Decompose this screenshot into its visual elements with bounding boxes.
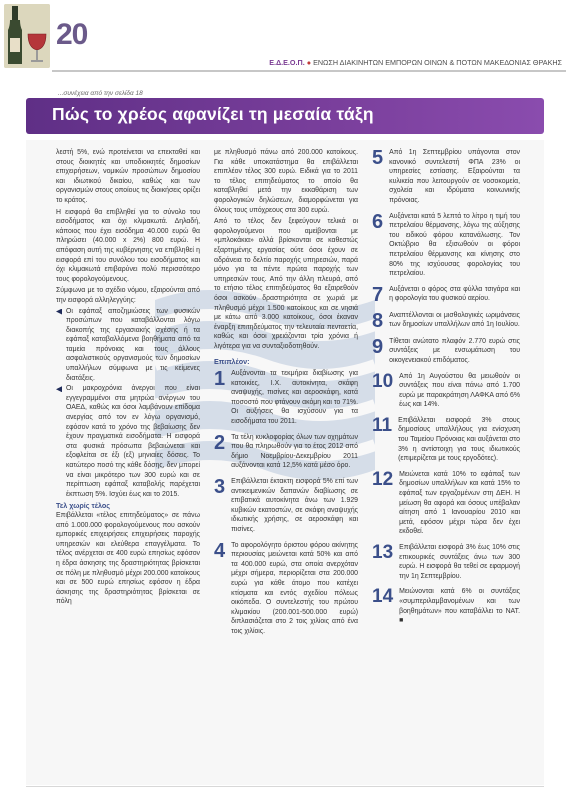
- header-dot-icon: ●: [306, 58, 312, 67]
- item-number: 9: [372, 335, 384, 358]
- col2-paragraph-2: Από το τέλος δεν ξεφεύγουν τελικά οι φορολογούμενοι που αμείβονται με «μπλοκάκια» αλλά βρίσκονται σε καθεστώς εξαρτημένης εργασίας ούτε όσοι έχουν σε αδράνεια το δελτίο παροχής υπηρεσιών, παρά μόνο για τα πέντε πρώτα παροχής των υπηρεσιών τους. Από την άλλη πλευρά, από το ετήσιο τέλος επιτηδεύματος θα εξαιρεθούν όσοι ασκούν δραστηριότητα σε χωριά με πληθυσμό μέχρι 1.500 κατοίκους και σε νησιά με κάτω από 3.000 κατοίκους, όσοι έκαναν έναρξη επιτηδεύματος την τελευταία πενταετία, καθώς και όσοι χρειάζονται τρία χρόνια ή λιγότερα για να συνταξιοδοτηθούν.: [214, 218, 358, 350]
- wine-logo: [4, 4, 50, 68]
- numbered-item: [372, 285, 520, 305]
- numbered-item: [214, 369, 358, 427]
- header-divider: [52, 70, 566, 72]
- continued-note: ...συνέχεια από την σελίδα 18: [58, 90, 143, 97]
- item-text: Αναπτέλλονται οι μισθολογικές ωριμάνσεις των δημοσίων υπαλλήλων από 1η Ιουλίου.: [389, 311, 520, 329]
- numbered-item: [372, 311, 520, 331]
- column-3: [372, 148, 520, 632]
- bullet-arrow-icon: [56, 309, 62, 315]
- title-banner: [26, 98, 544, 134]
- col2-numbered-list: [214, 369, 358, 636]
- bullet-arrow-icon: [56, 386, 62, 392]
- numbered-item: [372, 587, 520, 625]
- numbered-item: [214, 477, 358, 535]
- col1-paragraph-4: Επιβάλλεται «τέλος επιτηδεύματος» σε πάνω από 1.000.000 φορολογούμενους που ασκούν εμπορικές επιχειρήσεις επιχειρήσεις παροχής υπηρεσιών και ελεύθερα επαγγέλματα. Το τέλος ανέρχεται σε 400 ευρώ επησίως εφόσον η έδρα άσκησης της δραστηριότητας βρίσκεται σε πόλη με πληθυσμό μέχρι 200.000 κατοίκους και σε 500 ευρώ επησίως εφόσον η έδρα άσκησης της δραστηριότητας βρίσκεται σε πόλη: [56, 511, 200, 606]
- footer-divider: [26, 786, 544, 787]
- wine-bottle-icon: [4, 4, 50, 68]
- col1-paragraph-3: Σύμφωνα με το σχέδιο νόμου, εξαιρούνται από την εισφορά αλληλεγγύης:: [56, 287, 200, 304]
- bullet-text: Οι εφάπαξ αποζημιώσεις των φυσικών προσώπων που καταβάλλονται λόγω διακοπής της εργασιακής σχέσης ή τα εφάπαξ καταβαλλόμενα βοηθήματα από τα ταμεία πρόνοιας και τους άλλους ασφαλιστικούς οργανισμούς των δημοσίων υπαλλήλων σύμφωνα με τις κείμενες διατάξεις.: [66, 307, 200, 382]
- item-number: 6: [372, 210, 384, 233]
- col1-paragraph-1: λεστή 5%, ενώ προτείνεται να επεκταθεί και στους διοικητές και υποδιοικητές δημοσίων επιχειρήσεων, νομικών προσώπων δημοσίου και ιδιωτικού δικαίου, καθώς και των οργανισμών στους οποίους τις διοικήσεις ορίζει το κράτος.: [56, 149, 200, 204]
- item-text: Αυξάνεται ο φόρος στα φύλλα τσιγάρα και η φορολογία του φυσικού αερίου.: [389, 285, 520, 303]
- item-number: 8: [372, 309, 384, 332]
- numbered-item: [372, 148, 520, 206]
- numbered-item: [372, 372, 520, 410]
- column-2: [214, 148, 358, 643]
- item-number: 13: [372, 542, 394, 563]
- item-number: 10: [372, 370, 394, 392]
- col1-subheading: Τελ χωρίς τέλος: [56, 501, 110, 511]
- item-text: Τα τέλη κυκλοφορίας όλων των οχημάτων που θα πληρωθούν για το έτος 2012 από δήμιο Νοεμβρίου-Δεκεμβρίου 2011 αυξάνονται κατά 12,5% κατά μέσο όρο.: [231, 433, 358, 470]
- item-number: 2: [214, 431, 226, 454]
- numbered-item: [372, 470, 520, 537]
- header-brand: Ε.Δ.Ε.Ο.Π.: [269, 58, 305, 67]
- item-text: Αυξάνεται κατά 5 λεπτά το λίτρο η τιμή του πετρελαίου θέρμανσης, λόγω της αύξησης του ειδικού φόρου κατανάλωσης. Τον Οκτώβριο θα εξισωθούν οι φόροι πετρελαίου θέρμανσης και κίνησης στο 80% της ισχύουσας φορολογίας του πετρελαίου.: [389, 212, 520, 278]
- item-number: 1: [214, 368, 226, 391]
- item-text: Από 1η Αυγούστου θα μειωθούν οι συντάξεις που είναι πάνω από 1.700 ευρώ με παρακράτηση ΛΑΦΚΑ από 6% έως και 14%.: [399, 372, 520, 409]
- item-text: Επιβάλλεται εισφορά 3% στους δημοσίους υπαλλήλους για ενίσχυση του Ταμείου Πρόνοιας και αυξάνεται στο 3% η αντίστοιχη για τους ιδιωτικούς (επιμερίζεται με τους εργοδότες).: [398, 416, 520, 463]
- item-text: Από 1η Σεπτεμβρίου υπάγονται στον κανονικό συντελεστή ΦΠΑ 23% οι υπηρεσίες εστίασης. Εξαιρούνται τα κυλικεία που λειτουργούν σε νοσοκομεία, σχολεία και ιδρύματα κοινωνικής πρόνοιας.: [389, 149, 520, 204]
- item-number: 7: [372, 283, 384, 306]
- numbered-item: [214, 433, 358, 471]
- item-number: 11: [372, 414, 393, 436]
- article-title: Πώς το χρέος αφανίζει τη μεσαία τάξη: [52, 104, 374, 124]
- item-number: 3: [214, 476, 226, 498]
- numbered-item: [372, 337, 520, 366]
- col2-paragraph-1: με πληθυσμό πάνω από 200.000 κατοίκους. Για κάθε υποκατάστημα θα επιβάλλεται επιπλέον τέλος 300 ευρώ. Ειδικά για το 2011 το τέλος επιτηδεύματος το οποίο θα καταβληθεί μετά την εκκαθάριση των φορολογικών δηλώσεων, διαμορφώνεται για όλους τους υπόχρεους στα 300 ευρώ.: [214, 149, 358, 214]
- item-text: Αυξάνονται τα τεκμήρια διαβίωσης για κατοικίες, Ι.Χ. αυτοκίνητα, σκάφη αναψυχής, πισίνες και αεροσκάφη, κατά ποσοστό που φτάνουν ακόμη και το 71%. Οι αυξήσεις θα ισχύσουν για τα εισοδήματα του 2011.: [231, 370, 358, 426]
- header-org-name: ΕΝΩΣΗ ΔΙΑΚΙΝΗΤΩΝ ΕΜΠΟΡΩΝ ΟΙΝΩΝ & ΠΟΤΩΝ ΜΑΚΕΔΟΝΙΑΣ ΘΡΑΚΗΣ: [313, 58, 562, 67]
- item-text: Τίθεται ανώτατο πλαφόν 2.770 ευρώ στις συντάξεις με ενσωμάτωση του οικογενειακού επιδόματος.: [389, 337, 520, 364]
- item-number: 12: [372, 468, 394, 490]
- numbered-item: [214, 541, 358, 637]
- bullet-item: [56, 384, 200, 499]
- page-header: [0, 0, 570, 78]
- item-text: Μειώνεται κατά 10% το εφάπαξ των δημοσίων υπαλλήλων και κατά 15% το εφάπαξ των εργαζομένων στη ΔΕΗ. Η μείωση θα αφορά και όσους υπέβαλαν αίτηση από 1 Ιανουαρίου 2010 και μετά, εφόσον μέχρι τώρα δεν έχει εκδοθεί.: [399, 470, 520, 536]
- bullet-text: Οι μακροχρόνια άνεργοι που είναι εγγεγραμμένοι στα μητρώα ανέργων του ΟΑΕΔ, καθώς και όσοι λαμβάνουν επίδομα ανεργίας από τον εν λόγω οργανισμό, εφόσον κατά το χρόνο της βεβαίωσης δεν έχουν πραγματικά εισοδήματα. Η εισφορά στα φυσικά πρόσωπα βεβαιώνεται και εξοφλείται σε έξι (εξ) μηνιαίες δόσεις. Το κατώτερο ποσό της κάθε δόσης, δεν μπορεί να είναι μικρότερο των 300 ευρώ και σε περίπτωση εφάπαξ καταβολής παρέχεται έκπτωση 5%. Ισχύει έως και το 2015.: [66, 385, 200, 498]
- item-text: Επιβάλλεται έκτακτη εισφορά 5% επί των αντικειμενικών δαπανών διαβίωσης σε επιβατικά αυτοκίνητα άνω των 1.929 κυβικών εκατοστών, σε σκάφη αναψυχής ιδιωτικής χρήσης, σε αεροσκάφη και πισίνες.: [231, 478, 358, 533]
- item-number: 4: [214, 539, 226, 562]
- column-1: [56, 148, 200, 607]
- bullet-item: [56, 307, 200, 384]
- numbered-item: [372, 543, 520, 581]
- header-org: [269, 58, 562, 67]
- item-text: Μειώνονται κατά 6% οι συντάξεις «συμπεριλαμβανομένων και των βοηθημάτων» που καταβάλλει το ΝΑΤ. ■: [399, 588, 520, 625]
- item-number: 5: [372, 147, 384, 169]
- col2-subheading: Επιπλέον:: [214, 357, 250, 367]
- page-number: 20: [56, 18, 88, 51]
- item-text: Το αφορολόγητο όριστου φόρου ακίνητης περιουσίας μειώνεται κατά 50% και από τα 400.000 ευρώ, στα οποία ανερχόταν μέχρι σήμερα, περιορίζεται στα 200.000 ευρώ για κάθε άτομο που κατέχει κτίσματα και εντός σχεδίου πόλεως οικόπεδα. Ο συντελεστής του πρώτου κλιμακίου (200.001-500.000 ευρώ) διπλασιάζεται στο 2 τοις χιλίοις από ένα τοις χιλίοις.: [231, 541, 358, 635]
- col3-numbered-list: [372, 148, 520, 626]
- numbered-item: [372, 416, 520, 464]
- item-number: 14: [372, 586, 394, 608]
- col1-paragraph-2: Η εισφορά θα επιβληθεί για το σύνολο του εισοδήματος και όχι κλιμακωτά. Δηλαδή, κάποιος που έχει εισόδημα 40.000 ευρώ θα πληρώσει (40.000 x 2%) 800 ευρώ. Η απόφαση αυτή της κυβέρνησης να επιβληθεί η εισφορά επί του συνόλου του εισοδήματος και όχι κλιμακωτά επιβαρύνει πολύ περισσότερο τους φορολογούμενους.: [56, 208, 200, 283]
- item-text: Επιβάλλεται εισφορά 3% έως 10% στις επικουρικές συντάξεις άνω των 300 ευρώ. Η εισφορά θα τεθεί σε εφαρμογή την 1η Σεπτεμβρίου.: [399, 544, 520, 580]
- numbered-item: [372, 212, 520, 279]
